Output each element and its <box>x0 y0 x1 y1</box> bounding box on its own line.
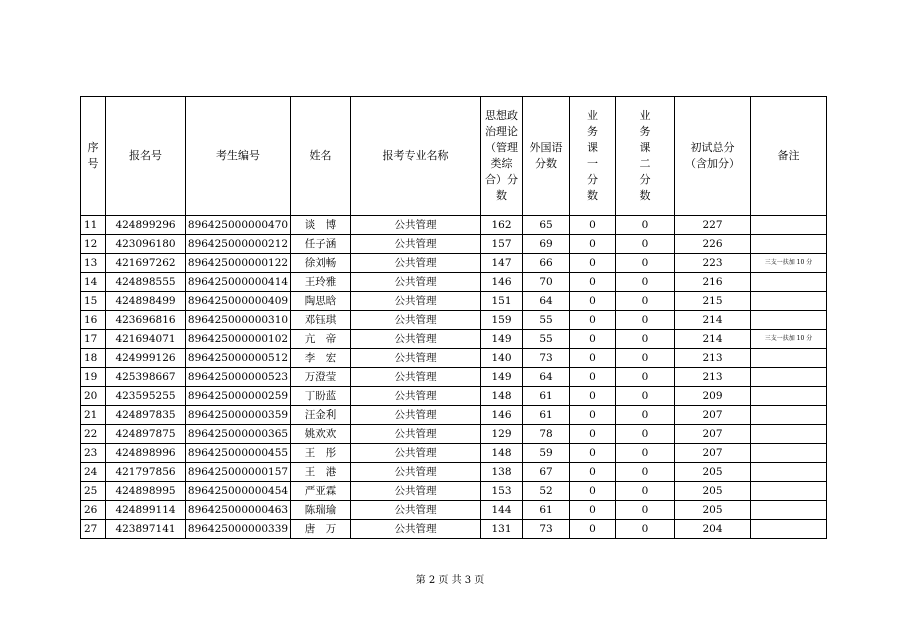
cell-name: 陶思晗 <box>291 292 351 311</box>
cell-exam-no: 896425000000512 <box>186 349 291 368</box>
cell-major: 公共管理 <box>351 292 481 311</box>
cell-exam-no: 896425000000463 <box>186 501 291 520</box>
cell-seq: 19 <box>81 368 106 387</box>
cell-course1: 0 <box>570 425 616 444</box>
cell-course1: 0 <box>570 254 616 273</box>
cell-reg-no: 423897141 <box>106 520 186 539</box>
cell-name: 王 彤 <box>291 444 351 463</box>
cell-reg-no: 424897835 <box>106 406 186 425</box>
header-remark: 备注 <box>751 97 827 216</box>
cell-remark <box>751 292 827 311</box>
cell-course1: 0 <box>570 273 616 292</box>
table-row <box>81 368 827 387</box>
table-header-row <box>81 97 827 216</box>
cell-seq: 27 <box>81 520 106 539</box>
header-course1: 业务课一分数 <box>570 97 616 216</box>
table-row <box>81 501 827 520</box>
cell-remark <box>751 463 827 482</box>
header-reg-no: 报名号 <box>106 97 186 216</box>
cell-exam-no: 896425000000157 <box>186 463 291 482</box>
cell-total: 213 <box>675 349 751 368</box>
cell-exam-no: 896425000000454 <box>186 482 291 501</box>
cell-remark <box>751 501 827 520</box>
cell-reg-no: 421697262 <box>106 254 186 273</box>
cell-course1: 0 <box>570 368 616 387</box>
cell-name: 姚欢欢 <box>291 425 351 444</box>
cell-name: 王玲雅 <box>291 273 351 292</box>
cell-course1: 0 <box>570 463 616 482</box>
table-row <box>81 425 827 444</box>
cell-course2: 0 <box>616 292 675 311</box>
cell-foreign: 55 <box>523 330 570 349</box>
header-politics: 思想政治理论（管理类综合）分数 <box>481 97 523 216</box>
cell-seq: 11 <box>81 216 106 235</box>
cell-seq: 25 <box>81 482 106 501</box>
cell-total: 207 <box>675 444 751 463</box>
cell-remark <box>751 311 827 330</box>
cell-course2: 0 <box>616 254 675 273</box>
cell-exam-no: 896425000000414 <box>186 273 291 292</box>
cell-politics: 148 <box>481 387 523 406</box>
cell-name: 唐 万 <box>291 520 351 539</box>
cell-major: 公共管理 <box>351 387 481 406</box>
cell-politics: 144 <box>481 501 523 520</box>
cell-course2: 0 <box>616 216 675 235</box>
header-course2: 业务课二分数 <box>616 97 675 216</box>
cell-reg-no: 424999126 <box>106 349 186 368</box>
cell-exam-no: 896425000000122 <box>186 254 291 273</box>
table-row <box>81 254 827 273</box>
cell-total: 213 <box>675 368 751 387</box>
score-table <box>80 96 827 539</box>
cell-exam-no: 896425000000523 <box>186 368 291 387</box>
cell-exam-no: 896425000000470 <box>186 216 291 235</box>
cell-seq: 21 <box>81 406 106 425</box>
cell-politics: 146 <box>481 406 523 425</box>
cell-reg-no: 421797856 <box>106 463 186 482</box>
cell-foreign: 66 <box>523 254 570 273</box>
cell-politics: 159 <box>481 311 523 330</box>
cell-politics: 153 <box>481 482 523 501</box>
cell-major: 公共管理 <box>351 406 481 425</box>
cell-name: 严亚霖 <box>291 482 351 501</box>
cell-major: 公共管理 <box>351 444 481 463</box>
cell-remark <box>751 406 827 425</box>
cell-reg-no: 424898995 <box>106 482 186 501</box>
cell-course1: 0 <box>570 501 616 520</box>
table-row <box>81 292 827 311</box>
cell-major: 公共管理 <box>351 216 481 235</box>
cell-seq: 23 <box>81 444 106 463</box>
cell-total: 215 <box>675 292 751 311</box>
cell-seq: 16 <box>81 311 106 330</box>
cell-course2: 0 <box>616 330 675 349</box>
cell-total: 214 <box>675 311 751 330</box>
cell-politics: 146 <box>481 273 523 292</box>
header-major: 报考专业名称 <box>351 97 481 216</box>
cell-foreign: 61 <box>523 387 570 406</box>
cell-exam-no: 896425000000339 <box>186 520 291 539</box>
cell-total: 216 <box>675 273 751 292</box>
cell-name: 亢 帝 <box>291 330 351 349</box>
cell-remark: 三支一扶加 10 分 <box>751 254 827 273</box>
cell-course2: 0 <box>616 482 675 501</box>
cell-reg-no: 424897875 <box>106 425 186 444</box>
cell-total: 226 <box>675 235 751 254</box>
table-row <box>81 482 827 501</box>
cell-foreign: 73 <box>523 520 570 539</box>
cell-major: 公共管理 <box>351 520 481 539</box>
cell-foreign: 73 <box>523 349 570 368</box>
cell-remark <box>751 368 827 387</box>
cell-exam-no: 896425000000455 <box>186 444 291 463</box>
cell-foreign: 61 <box>523 501 570 520</box>
table-row <box>81 387 827 406</box>
cell-reg-no: 424899114 <box>106 501 186 520</box>
cell-major: 公共管理 <box>351 273 481 292</box>
table-row <box>81 444 827 463</box>
page-number: 第 2 页 共 3 页 <box>415 575 485 586</box>
cell-major: 公共管理 <box>351 482 481 501</box>
cell-reg-no: 423096180 <box>106 235 186 254</box>
cell-reg-no: 423696816 <box>106 311 186 330</box>
cell-exam-no: 896425000000365 <box>186 425 291 444</box>
cell-reg-no: 425398667 <box>106 368 186 387</box>
cell-name: 徐刘畅 <box>291 254 351 273</box>
cell-seq: 12 <box>81 235 106 254</box>
cell-course2: 0 <box>616 349 675 368</box>
cell-foreign: 52 <box>523 482 570 501</box>
cell-politics: 148 <box>481 444 523 463</box>
cell-foreign: 70 <box>523 273 570 292</box>
cell-major: 公共管理 <box>351 235 481 254</box>
cell-seq: 15 <box>81 292 106 311</box>
cell-course2: 0 <box>616 520 675 539</box>
cell-course2: 0 <box>616 311 675 330</box>
cell-foreign: 64 <box>523 368 570 387</box>
cell-remark: 三支一扶加 10 分 <box>751 330 827 349</box>
cell-politics: 149 <box>481 368 523 387</box>
cell-course1: 0 <box>570 216 616 235</box>
cell-major: 公共管理 <box>351 368 481 387</box>
cell-exam-no: 896425000000102 <box>186 330 291 349</box>
table-body <box>81 216 827 539</box>
cell-politics: 138 <box>481 463 523 482</box>
cell-total: 205 <box>675 482 751 501</box>
cell-foreign: 59 <box>523 444 570 463</box>
cell-major: 公共管理 <box>351 311 481 330</box>
cell-course1: 0 <box>570 482 616 501</box>
cell-name: 谈 博 <box>291 216 351 235</box>
cell-reg-no: 424899296 <box>106 216 186 235</box>
cell-course1: 0 <box>570 349 616 368</box>
cell-remark <box>751 349 827 368</box>
cell-politics: 147 <box>481 254 523 273</box>
cell-exam-no: 896425000000409 <box>186 292 291 311</box>
cell-reg-no: 424898555 <box>106 273 186 292</box>
cell-politics: 157 <box>481 235 523 254</box>
cell-total: 227 <box>675 216 751 235</box>
cell-course2: 0 <box>616 444 675 463</box>
cell-politics: 151 <box>481 292 523 311</box>
cell-politics: 140 <box>481 349 523 368</box>
cell-name: 李 宏 <box>291 349 351 368</box>
cell-course2: 0 <box>616 425 675 444</box>
cell-name: 汪金利 <box>291 406 351 425</box>
cell-reg-no: 424898996 <box>106 444 186 463</box>
cell-course2: 0 <box>616 387 675 406</box>
cell-course2: 0 <box>616 273 675 292</box>
cell-foreign: 64 <box>523 292 570 311</box>
cell-name: 王 港 <box>291 463 351 482</box>
cell-course1: 0 <box>570 520 616 539</box>
cell-seq: 17 <box>81 330 106 349</box>
cell-reg-no: 423595255 <box>106 387 186 406</box>
cell-total: 207 <box>675 425 751 444</box>
cell-seq: 18 <box>81 349 106 368</box>
header-exam-no: 考生编号 <box>186 97 291 216</box>
cell-major: 公共管理 <box>351 349 481 368</box>
table-row <box>81 216 827 235</box>
cell-politics: 129 <box>481 425 523 444</box>
cell-name: 任子涵 <box>291 235 351 254</box>
cell-seq: 26 <box>81 501 106 520</box>
cell-politics: 131 <box>481 520 523 539</box>
cell-course2: 0 <box>616 463 675 482</box>
cell-total: 205 <box>675 463 751 482</box>
cell-total: 223 <box>675 254 751 273</box>
cell-name: 邓钰琪 <box>291 311 351 330</box>
cell-major: 公共管理 <box>351 425 481 444</box>
table-row <box>81 235 827 254</box>
cell-foreign: 69 <box>523 235 570 254</box>
cell-name: 丁盼蓝 <box>291 387 351 406</box>
cell-total: 207 <box>675 406 751 425</box>
table-row <box>81 330 827 349</box>
table-row <box>81 273 827 292</box>
cell-seq: 13 <box>81 254 106 273</box>
cell-major: 公共管理 <box>351 330 481 349</box>
cell-course1: 0 <box>570 292 616 311</box>
cell-exam-no: 896425000000212 <box>186 235 291 254</box>
cell-remark <box>751 425 827 444</box>
cell-remark <box>751 273 827 292</box>
cell-foreign: 61 <box>523 406 570 425</box>
cell-total: 205 <box>675 501 751 520</box>
table-row <box>81 520 827 539</box>
cell-seq: 20 <box>81 387 106 406</box>
cell-remark <box>751 520 827 539</box>
cell-course1: 0 <box>570 406 616 425</box>
cell-exam-no: 896425000000259 <box>186 387 291 406</box>
header-seq: 序号 <box>81 97 106 216</box>
cell-major: 公共管理 <box>351 254 481 273</box>
cell-course1: 0 <box>570 387 616 406</box>
cell-course2: 0 <box>616 368 675 387</box>
cell-course1: 0 <box>570 235 616 254</box>
cell-foreign: 65 <box>523 216 570 235</box>
cell-course1: 0 <box>570 330 616 349</box>
header-total: 初试总分（含加分） <box>675 97 751 216</box>
cell-course2: 0 <box>616 406 675 425</box>
header-foreign: 外国语分数 <box>523 97 570 216</box>
cell-name: 陈瑞瑜 <box>291 501 351 520</box>
cell-seq: 14 <box>81 273 106 292</box>
cell-course2: 0 <box>616 235 675 254</box>
cell-politics: 149 <box>481 330 523 349</box>
cell-total: 204 <box>675 520 751 539</box>
cell-total: 214 <box>675 330 751 349</box>
table-row <box>81 406 827 425</box>
cell-name: 万澄莹 <box>291 368 351 387</box>
cell-seq: 22 <box>81 425 106 444</box>
header-name: 姓名 <box>291 97 351 216</box>
cell-foreign: 78 <box>523 425 570 444</box>
cell-reg-no: 421694071 <box>106 330 186 349</box>
cell-foreign: 55 <box>523 311 570 330</box>
cell-course1: 0 <box>570 444 616 463</box>
cell-exam-no: 896425000000310 <box>186 311 291 330</box>
cell-politics: 162 <box>481 216 523 235</box>
cell-exam-no: 896425000000359 <box>186 406 291 425</box>
table-row <box>81 349 827 368</box>
cell-major: 公共管理 <box>351 463 481 482</box>
cell-major: 公共管理 <box>351 501 481 520</box>
cell-remark <box>751 444 827 463</box>
cell-remark <box>751 482 827 501</box>
table-row <box>81 463 827 482</box>
cell-seq: 24 <box>81 463 106 482</box>
cell-remark <box>751 235 827 254</box>
cell-remark <box>751 216 827 235</box>
cell-total: 209 <box>675 387 751 406</box>
cell-course1: 0 <box>570 311 616 330</box>
cell-course2: 0 <box>616 501 675 520</box>
cell-remark <box>751 387 827 406</box>
cell-foreign: 67 <box>523 463 570 482</box>
cell-reg-no: 424898499 <box>106 292 186 311</box>
table-row <box>81 311 827 330</box>
